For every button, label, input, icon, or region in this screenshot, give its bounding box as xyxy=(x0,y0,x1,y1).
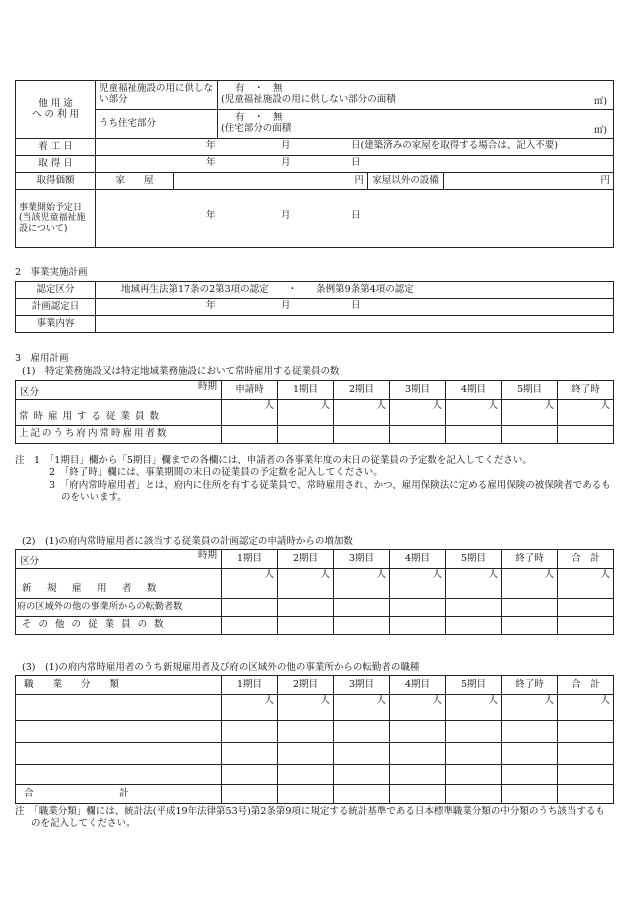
count-cell[interactable] xyxy=(334,599,390,617)
row-label: 府の区域外の他の事業所からの転勤者数 xyxy=(16,599,222,617)
count-cell[interactable]: 人 xyxy=(446,400,502,426)
count-cell[interactable] xyxy=(222,721,278,743)
count-cell[interactable]: 人 xyxy=(558,569,614,599)
count-cell[interactable] xyxy=(502,743,558,765)
acquisition-date-label: 取 得 日 xyxy=(16,156,96,173)
count-cell[interactable]: 人 xyxy=(334,569,390,599)
facility-table xyxy=(15,80,614,248)
col-header: 3期目 xyxy=(390,381,446,400)
row-label: 上記のうち府内常時雇用者数 xyxy=(16,426,222,444)
col-header: 終了時 xyxy=(502,676,558,695)
col-header: 5期目 xyxy=(502,381,558,400)
count-cell[interactable]: 人 xyxy=(278,569,334,599)
col-header: 終了時 xyxy=(502,550,558,569)
count-cell[interactable] xyxy=(558,743,614,765)
month-label: 月 xyxy=(281,210,291,221)
business-content-field[interactable] xyxy=(96,316,614,333)
col-header: 2期目 xyxy=(278,676,334,695)
count-cell[interactable] xyxy=(334,765,390,785)
row-label: 新 規 雇 用 者 数 xyxy=(16,569,222,599)
count-cell[interactable]: 人 xyxy=(502,569,558,599)
count-cell[interactable] xyxy=(502,617,558,635)
occupation-cell[interactable] xyxy=(16,721,222,743)
count-cell[interactable] xyxy=(222,765,278,785)
count-cell[interactable] xyxy=(558,721,614,743)
residential-area-cell[interactable] xyxy=(218,110,614,139)
count-cell[interactable]: 人 xyxy=(334,695,390,721)
count-cell[interactable] xyxy=(446,617,502,635)
count-cell[interactable]: 人 xyxy=(222,569,278,599)
business-start-field[interactable] xyxy=(96,190,614,248)
count-cell[interactable]: 人 xyxy=(334,400,390,426)
count-cell[interactable] xyxy=(278,426,334,444)
equipment-label: 家屋以外の設備 xyxy=(368,173,444,190)
col-header: 1期目 xyxy=(278,381,334,400)
note-item: 2 「終了時」欄には、事業期間の末日の従業員の予定数を記入してください。 xyxy=(49,467,383,479)
count-cell[interactable] xyxy=(502,599,558,617)
col-header: 4期目 xyxy=(446,381,502,400)
day-label: 日 xyxy=(351,157,361,168)
month-label: 月 xyxy=(281,140,291,151)
count-cell[interactable]: 人 xyxy=(278,695,334,721)
count-cell[interactable] xyxy=(222,426,278,444)
count-cell[interactable] xyxy=(222,785,278,804)
category-header: 区分 xyxy=(20,387,40,399)
count-cell[interactable] xyxy=(558,617,614,635)
month-label: 月 xyxy=(281,300,291,311)
col-header: 2期目 xyxy=(334,381,390,400)
count-cell[interactable]: 人 xyxy=(222,400,278,426)
period-header: 時期 xyxy=(197,550,217,561)
employee-count-table xyxy=(15,380,614,444)
note-item: 3 「府内常時雇用者」とは、府内に住所を有する従業員で、常時雇用され、かつ、雇用保険法に定める雇用保険の被保険者であるものをいいます。 xyxy=(49,479,611,504)
row-label: 常時雇用する従業員数 xyxy=(16,400,222,426)
non-childcare-area-cell[interactable] xyxy=(218,81,614,110)
col-header: 5期目 xyxy=(446,550,502,569)
section2-heading: 2 事業実施計画 xyxy=(15,267,88,278)
count-cell[interactable] xyxy=(390,743,446,765)
count-cell[interactable] xyxy=(446,743,502,765)
col-header: 申請時 xyxy=(222,381,278,400)
count-cell[interactable] xyxy=(502,765,558,785)
count-cell[interactable] xyxy=(558,426,614,444)
count-cell[interactable]: 人 xyxy=(446,695,502,721)
col-header: 合 計 xyxy=(558,550,614,569)
year-label: 年 xyxy=(206,300,216,311)
count-cell[interactable]: 人 xyxy=(222,695,278,721)
non-childcare-area-text: (児童福祉施設の用に供しない部分の面積 xyxy=(221,94,396,105)
col-header: 1期目 xyxy=(222,676,278,695)
occupation-cell[interactable] xyxy=(16,743,222,765)
cert-date-label: 計画認定日 xyxy=(16,299,96,316)
year-label: 年 xyxy=(206,210,216,221)
count-cell[interactable] xyxy=(558,599,614,617)
count-cell[interactable] xyxy=(334,785,390,804)
count-cell[interactable] xyxy=(334,617,390,635)
start-date-field[interactable] xyxy=(96,139,614,156)
corner-header xyxy=(16,381,222,400)
count-cell[interactable]: 人 xyxy=(558,695,614,721)
col-header: 1期目 xyxy=(222,550,278,569)
count-cell[interactable]: 人 xyxy=(278,400,334,426)
start-date-label: 着 工 日 xyxy=(16,139,96,156)
count-cell[interactable] xyxy=(334,743,390,765)
count-cell[interactable] xyxy=(222,599,278,617)
count-cell[interactable] xyxy=(502,426,558,444)
plan-table xyxy=(15,281,614,333)
period-header: 時期 xyxy=(197,381,217,392)
count-cell[interactable] xyxy=(222,617,278,635)
count-cell[interactable] xyxy=(334,721,390,743)
residential-part-label: うち住宅部分 xyxy=(96,110,218,139)
count-cell[interactable]: 人 xyxy=(558,400,614,426)
occupation-cell[interactable] xyxy=(16,765,222,785)
cert-type-label: 認定区分 xyxy=(16,282,96,299)
count-cell[interactable] xyxy=(278,721,334,743)
corner-header xyxy=(16,550,222,569)
count-cell[interactable] xyxy=(278,617,334,635)
cert-date-field[interactable] xyxy=(96,299,614,316)
area-unit: ㎡) xyxy=(593,96,608,108)
count-cell[interactable] xyxy=(390,599,446,617)
note-item: 注 1 「1期目」欄から「5期目」欄までの各欄には、申請者の各事業年度の末日の従業員の予定数を記入してください。 xyxy=(15,455,532,466)
non-childcare-part-label: 児童福祉施設の用に供しない部分 xyxy=(96,81,218,110)
year-label: 年 xyxy=(206,157,216,168)
count-cell[interactable] xyxy=(446,599,502,617)
business-start-label: 事業開始予定日(当該児童福祉施設について) xyxy=(16,190,96,248)
total-label: 合 計 xyxy=(16,785,222,804)
count-cell[interactable]: 人 xyxy=(502,695,558,721)
count-cell[interactable] xyxy=(278,785,334,804)
col-header: 4期目 xyxy=(390,550,446,569)
col-header: 2期目 xyxy=(278,550,334,569)
count-cell[interactable] xyxy=(278,743,334,765)
count-cell[interactable] xyxy=(390,765,446,785)
count-cell[interactable] xyxy=(558,785,614,804)
count-cell[interactable] xyxy=(558,765,614,785)
acquisition-date-field[interactable] xyxy=(96,156,614,173)
col-header: 3期目 xyxy=(334,676,390,695)
col-header: 3期目 xyxy=(334,550,390,569)
count-cell[interactable] xyxy=(502,721,558,743)
count-cell[interactable] xyxy=(334,426,390,444)
equipment-price-field[interactable]: 円 xyxy=(444,173,614,190)
year-label: 年 xyxy=(206,140,216,151)
count-cell[interactable]: 人 xyxy=(390,400,446,426)
house-price-field[interactable]: 円 xyxy=(174,173,368,190)
residential-choice: 有 ・ 無 xyxy=(235,112,283,124)
count-cell[interactable] xyxy=(446,426,502,444)
count-cell[interactable] xyxy=(446,721,502,743)
count-cell[interactable] xyxy=(222,743,278,765)
count-cell[interactable] xyxy=(278,765,334,785)
business-content-label: 事業内容 xyxy=(16,316,96,333)
increase-table xyxy=(15,549,614,635)
count-cell[interactable]: 人 xyxy=(390,695,446,721)
day-label: 日 xyxy=(351,210,361,221)
subsection1-heading: (1) 特定業務施設又は特定地域業務施設において常時雇用する従業員の数 xyxy=(22,366,340,377)
notes-block-1 xyxy=(15,455,613,504)
count-cell[interactable] xyxy=(390,617,446,635)
count-cell[interactable] xyxy=(502,785,558,804)
count-cell[interactable]: 人 xyxy=(502,400,558,426)
category-header: 区分 xyxy=(20,556,40,568)
occupation-table xyxy=(15,675,614,804)
count-cell[interactable] xyxy=(446,765,502,785)
occupation-header: 職 業 分 類 xyxy=(16,676,222,695)
count-cell[interactable] xyxy=(390,426,446,444)
count-cell[interactable] xyxy=(278,599,334,617)
count-cell[interactable] xyxy=(446,785,502,804)
cert-type-value[interactable]: 地域再生法第17条の2第3項の認定 ・ 条例第9条第4項の認定 xyxy=(96,282,614,299)
residential-area-text: (住宅部分の面積 xyxy=(221,123,292,134)
count-cell[interactable] xyxy=(390,785,446,804)
count-cell[interactable]: 人 xyxy=(390,569,446,599)
occupation-cell[interactable] xyxy=(16,695,222,721)
count-cell[interactable] xyxy=(390,721,446,743)
acquisition-price-label: 取得価額 xyxy=(16,173,96,190)
start-date-note: 日(建築済みの家屋を取得する場合は、記入不要) xyxy=(351,140,558,151)
col-header: 4期目 xyxy=(390,676,446,695)
row-label: そ の 他 の 従 業 員 の 数 xyxy=(16,617,222,635)
subsection2-heading: (2) (1)の府内常時雇用者に該当する従業員の計画認定の申請時からの増加数 xyxy=(22,536,353,547)
col-header: 5期目 xyxy=(446,676,502,695)
month-label: 月 xyxy=(281,157,291,168)
count-cell[interactable]: 人 xyxy=(446,569,502,599)
non-childcare-choice: 有 ・ 無 xyxy=(235,83,283,95)
day-label: 日 xyxy=(351,300,361,311)
house-label: 家 屋 xyxy=(96,173,174,190)
section3-heading: 3 雇用計画 xyxy=(15,353,69,364)
occupation-note: 注 「職業分類」欄には、統計法(平成19年法律第53号)第2条第9項に規定する統計基準である日本標準職業分類の中分類のうち該当するものを記入してください。 xyxy=(15,806,605,830)
other-use-label: 他 用 途 へ の 利 用 xyxy=(16,81,96,139)
col-header: 終了時 xyxy=(558,381,614,400)
area-unit: ㎡) xyxy=(593,125,608,137)
col-header: 合 計 xyxy=(558,676,614,695)
subsection3-heading: (3) (1)の府内常時雇用者のうち新規雇用者及び府の区域外の他の事業所からの転勤者の職種 xyxy=(22,662,420,673)
